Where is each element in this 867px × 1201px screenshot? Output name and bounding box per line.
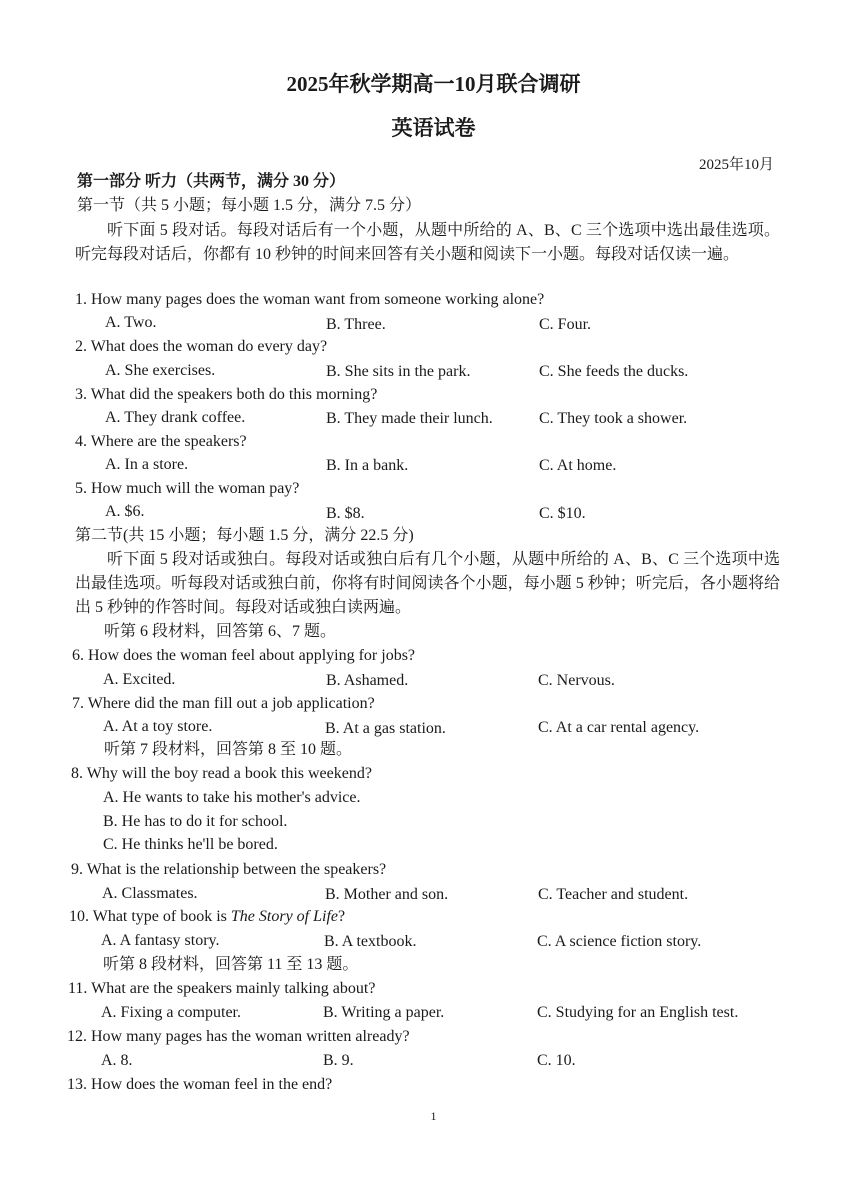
question-10-book-title: The Story of Life — [230, 908, 339, 925]
q4-option-a: A. In a store. — [105, 456, 189, 473]
q8-option-c: C. He thinks he'll be bored. — [103, 836, 278, 853]
question-10-prefix: 10. What type of book is — [69, 908, 231, 925]
q5-option-b: B. $8. — [326, 505, 365, 522]
q5-option-c: C. $10. — [539, 505, 586, 522]
q2-option-b: B. She sits in the park. — [326, 363, 471, 380]
exam-title: 2025年秋学期高一10月联合调研 — [286, 72, 581, 96]
question-8: 8. Why will the boy read a book this weekend? — [71, 765, 372, 782]
material-8-note: 听第 8 段材料，回答第 11 至 13 题。 — [103, 956, 359, 973]
q12-option-a: A. 8. — [101, 1052, 133, 1069]
q12-option-b: B. 9. — [323, 1052, 354, 1069]
section1-instructions: 听下面 5 段对话。每段对话后有一个小题，从题中所给的 A、B、C 三个选项中选出最佳选项。听完每段对话后，你都有 10 秒钟的时间来回答有关小题和阅读下一小题。每段对话仅读一遍。 — [75, 222, 780, 263]
q5-option-a: A. $6. — [105, 503, 145, 520]
q9-option-a: A. Classmates. — [102, 885, 198, 902]
q10-option-c: C. A science fiction story. — [537, 933, 702, 950]
q11-option-a: A. Fixing a computer. — [101, 1004, 241, 1021]
q3-option-a: A. They drank coffee. — [105, 409, 246, 426]
question-3: 3. What did the speakers both do this morning? — [75, 386, 378, 403]
q2-option-a: A. She exercises. — [105, 362, 216, 379]
question-4: 4. Where are the speakers? — [75, 433, 247, 450]
q1-option-a: A. Two. — [105, 314, 157, 331]
q7-option-a: A. At a toy store. — [103, 718, 213, 735]
question-10-suffix: ? — [338, 908, 346, 925]
q8-option-b: B. He has to do it for school. — [103, 813, 288, 830]
q10-option-a: A. A fantasy story. — [101, 932, 220, 949]
q8-option-a: A. He wants to take his mother's advice. — [103, 789, 361, 806]
q12-option-c: C. 10. — [537, 1052, 576, 1069]
question-1: 1. How many pages does the woman want from someone working alone? — [75, 291, 545, 308]
question-12: 12. How many pages has the woman written already? — [67, 1028, 410, 1045]
q10-option-b: B. A textbook. — [324, 933, 417, 950]
section1-heading: 第一节（共 5 小题；每小题 1.5 分，满分 7.5 分） — [77, 197, 422, 214]
q4-option-b: B. In a bank. — [326, 457, 409, 474]
q1-option-c: C. Four. — [539, 316, 592, 333]
section2-heading: 第二节(共 15 小题；每小题 1.5 分，满分 22.5 分) — [75, 527, 414, 544]
q1-option-b: B. Three. — [326, 316, 386, 333]
page-number: 1 — [430, 1109, 437, 1123]
q6-option-b: B. Ashamed. — [326, 672, 409, 689]
question-13: 13. How does the woman feel in the end? — [67, 1076, 333, 1093]
question-6: 6. How does the woman feel about applying for jobs? — [72, 647, 416, 664]
material-7-note: 听第 7 段材料，回答第 8 至 10 题。 — [104, 741, 353, 758]
q3-option-c: C. They took a shower. — [539, 410, 688, 427]
question-5: 5. How much will the woman pay? — [75, 480, 300, 497]
part1-heading: 第一部分 听力（共两节，满分 30 分） — [77, 173, 346, 190]
q7-option-c: C. At a car rental agency. — [538, 719, 700, 736]
q3-option-b: B. They made their lunch. — [326, 410, 493, 427]
q9-option-c: C. Teacher and student. — [538, 886, 689, 903]
q6-option-c: C. Nervous. — [538, 672, 615, 689]
q11-option-c: C. Studying for an English test. — [537, 1004, 739, 1021]
q4-option-c: C. At home. — [539, 457, 617, 474]
question-9: 9. What is the relationship between the speakers? — [71, 861, 387, 878]
q11-option-b: B. Writing a paper. — [323, 1004, 445, 1021]
question-7: 7. Where did the man fill out a job application? — [72, 695, 375, 712]
q6-option-a: A. Excited. — [103, 671, 176, 688]
exam-date: 2025年10月 — [698, 157, 774, 173]
question-10 — [69, 907, 345, 927]
question-11: 11. What are the speakers mainly talking about? — [68, 980, 376, 997]
exam-subtitle: 英语试卷 — [391, 116, 476, 140]
q2-option-c: C. She feeds the ducks. — [539, 363, 689, 380]
section2-instructions: 听下面 5 段对话或独白。每段对话或独白后有几个小题，从题中所给的 A、B、C 三个选项中选出最佳选项。听每段对话或独白前，你将有时间阅读各个小题，每小题 5 秒钟；听完后，各小题将给出 5 秒钟的作答时间。每段对话或独白读两遍。 — [75, 551, 780, 616]
q9-option-b: B. Mother and son. — [325, 886, 449, 903]
q7-option-b: B. At a gas station. — [325, 720, 446, 737]
question-2: 2. What does the woman do every day? — [75, 338, 328, 355]
material-6-note: 听第 6 段材料，回答第 6、7 题。 — [104, 623, 337, 640]
